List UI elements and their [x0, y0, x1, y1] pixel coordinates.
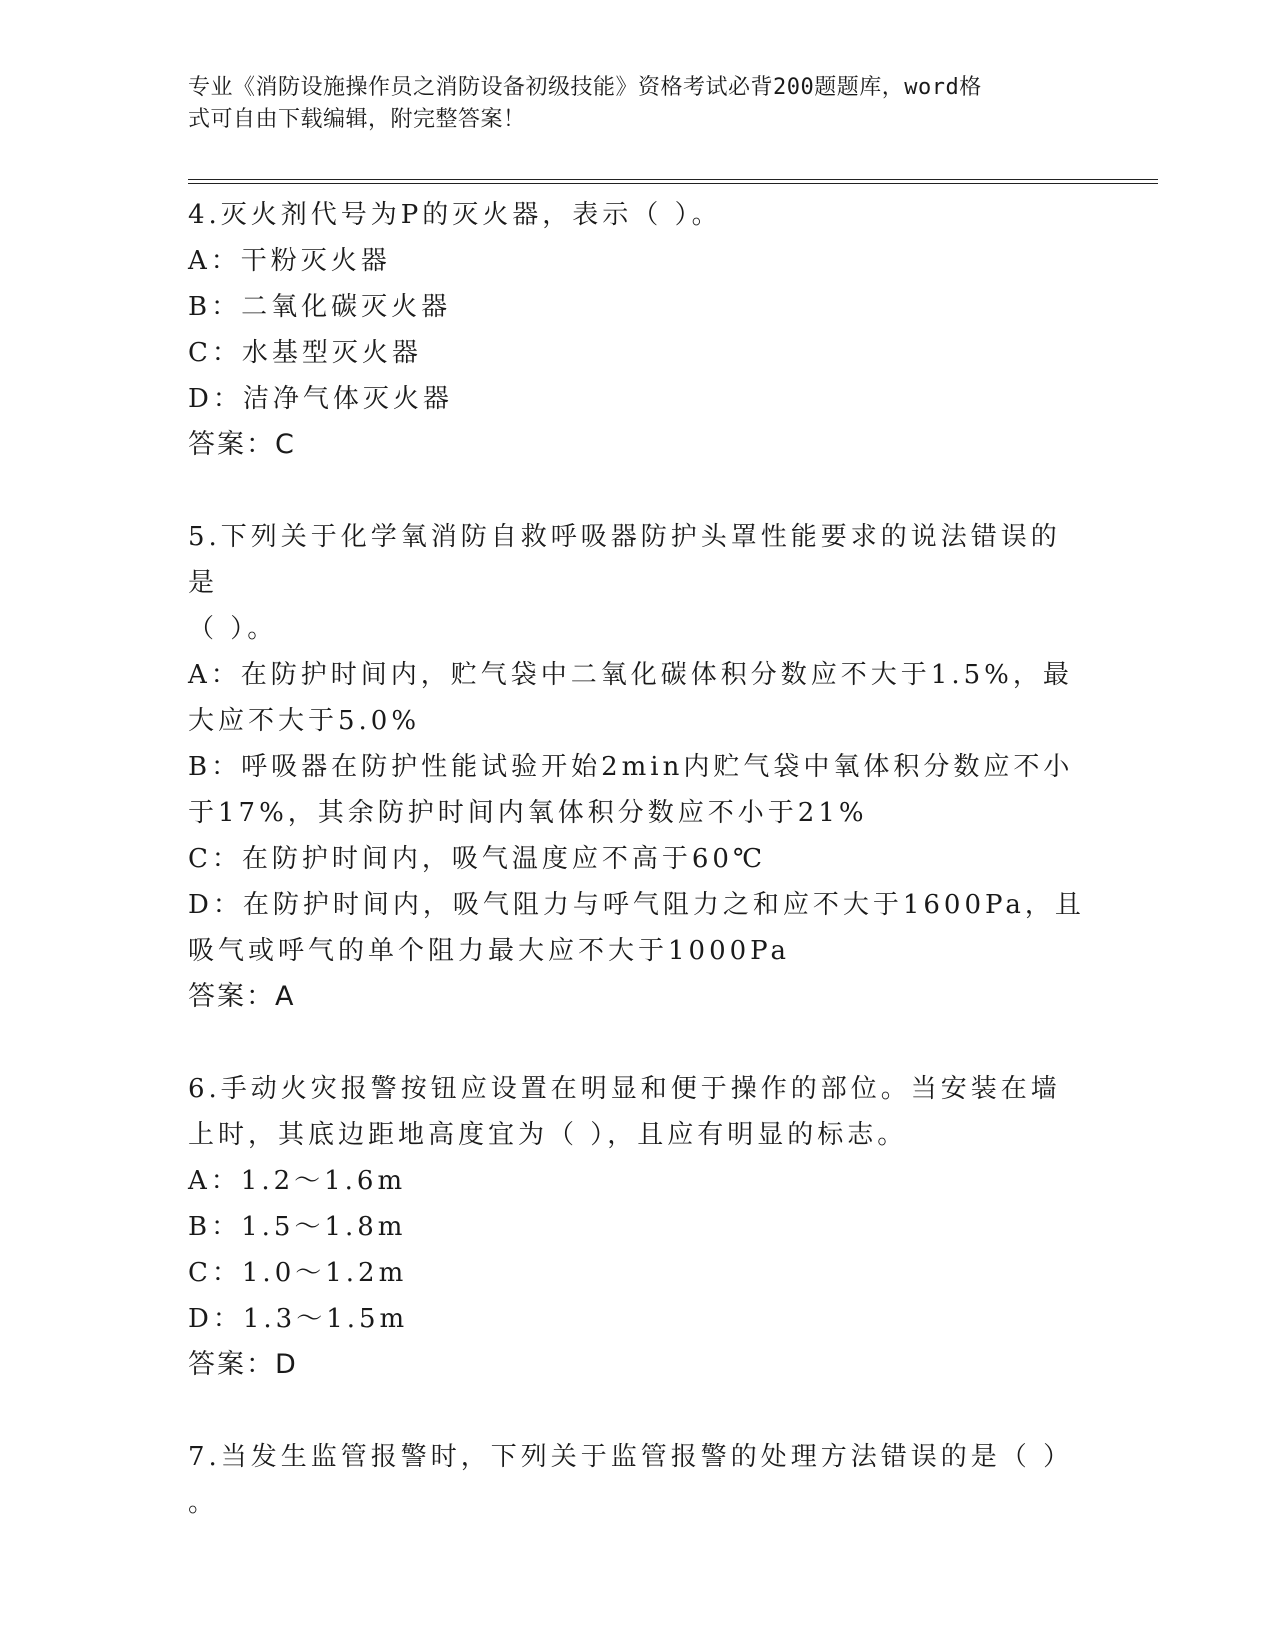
question-stem-continued: （ ）。 [188, 614, 278, 644]
option-d: D：在防护时间内，吸气阻力与呼气阻力之和应不大于1600Pa，且吸气或呼气的单个阻力最大应不大于1000Pa [188, 890, 1085, 966]
question-4 [188, 192, 1088, 468]
question-stem: 4.灭火剂代号为P的灭火器，表示（ ）。 [188, 200, 722, 230]
option-a: A：1.2～1.6m [188, 1166, 407, 1196]
header-divider-bottom [188, 183, 1158, 184]
document-header [188, 72, 1088, 136]
option-b: B：呼吸器在防护性能试验开始2min内贮气袋中氧体积分数应不小于17%，其余防护时间内氧体积分数应不小于21% [188, 752, 1074, 828]
question-stem: 7.当发生监管报警时，下列关于监管报警的处理方法错误的是（ ） [188, 1442, 1074, 1472]
header-line-2: 式可自由下载编辑，附完整答案！ [188, 107, 526, 132]
question-7 [188, 1434, 1088, 1526]
question-list [188, 192, 1088, 1572]
header-line-1: 专业《消防设施操作员之消防设备初级技能》资格考试必背200题题库，word格 [188, 75, 982, 100]
question-stem: 6.手动火灾报警按钮应设置在明显和便于操作的部位。当安装在墙上时，其底边距地高度宜为（ ），且应有明显的标志。 [188, 1074, 1061, 1150]
option-b: B：1.5～1.8m [188, 1212, 407, 1242]
answer-line: 答案：C [188, 429, 296, 460]
option-d: D：洁净气体灭火器 [188, 384, 453, 414]
option-c: C：1.0～1.2m [188, 1258, 408, 1288]
option-a: A：在防护时间内，贮气袋中二氧化碳体积分数应不大于1.5%，最大应不大于5.0% [188, 660, 1073, 736]
option-a: A：干粉灭火器 [188, 246, 391, 276]
question-stem-continued: 。 [188, 1488, 219, 1518]
option-b: B：二氧化碳灭火器 [188, 292, 452, 322]
question-5 [188, 514, 1088, 1020]
option-c: C：水基型灭火器 [188, 338, 422, 368]
answer-line: 答案：A [188, 981, 296, 1012]
option-d: D：1.3～1.5m [188, 1304, 409, 1334]
question-6 [188, 1066, 1088, 1388]
option-c: C：在防护时间内，吸气温度应不高于60℃ [188, 844, 767, 874]
question-stem: 5.下列关于化学氧消防自救呼吸器防护头罩性能要求的说法错误的是 [188, 522, 1061, 598]
header-divider-top [188, 179, 1158, 180]
answer-line: 答案：D [188, 1349, 298, 1380]
